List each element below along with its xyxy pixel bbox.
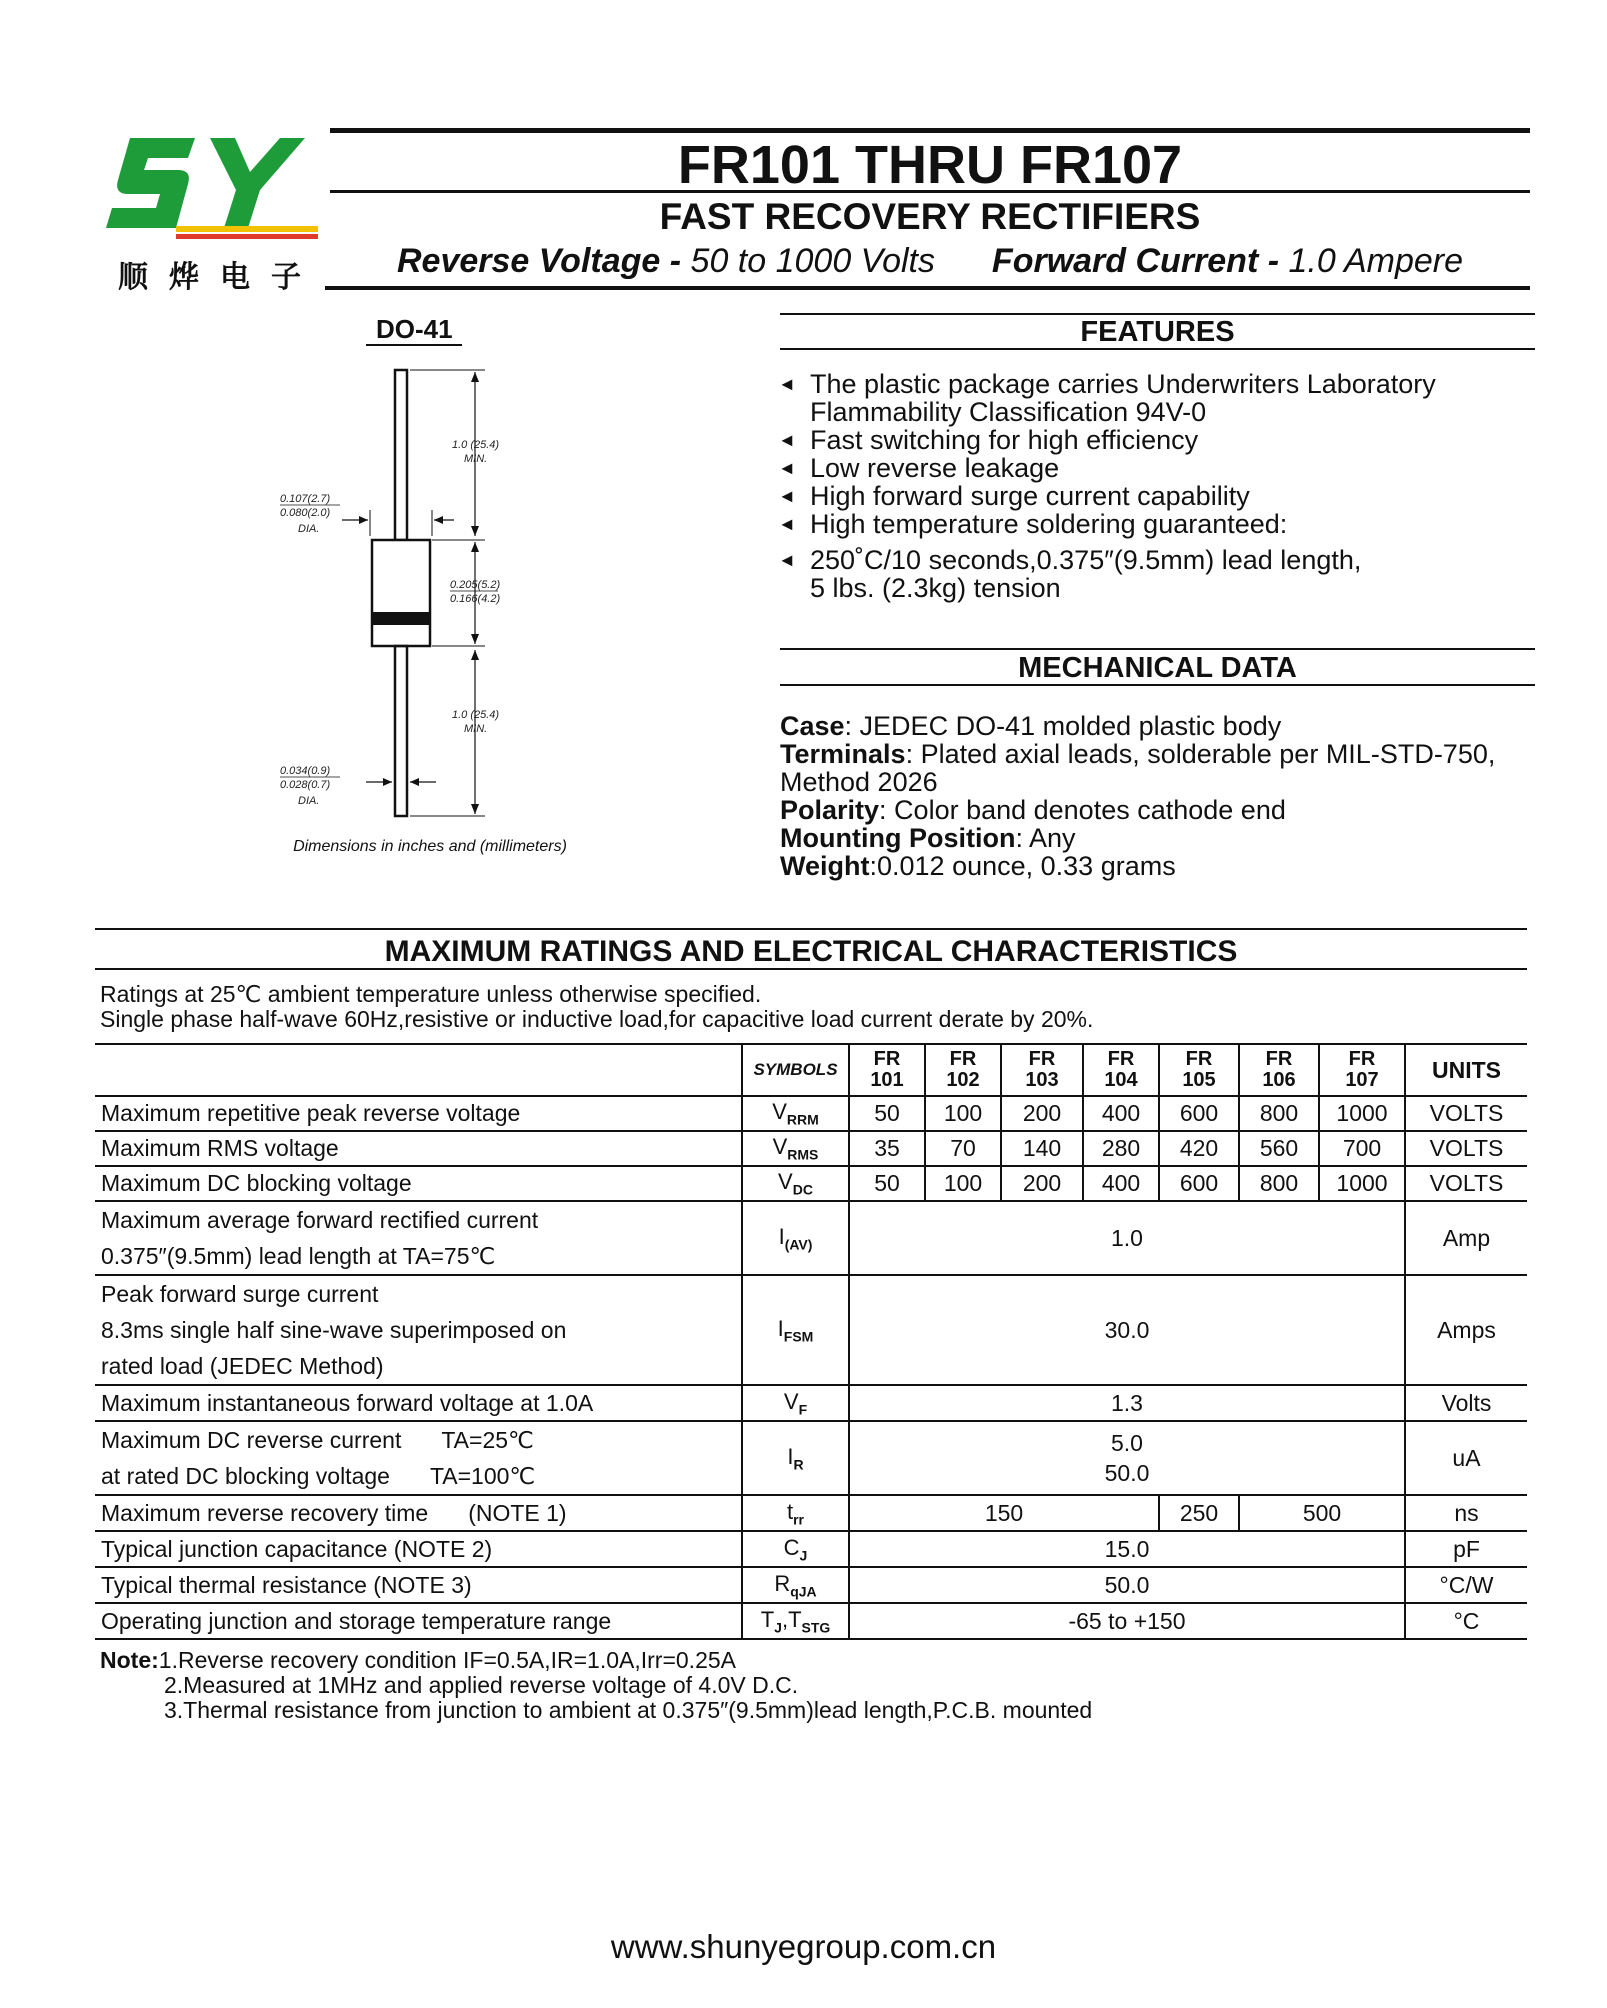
table-row: Peak forward surge current 8.3ms single half sine-wave superimposed on rated load (JEDEC Method) $I_{FSM}$ 30.0 Amps [95,1275,1527,1385]
package-name: DO-41 [376,314,453,344]
part-title: FR101 THRU FR107 [677,135,1183,195]
header-rule-top [330,128,1530,133]
feature-item: ◄ High temperature soldering guaranteed: [778,509,1288,539]
ratings-conditions: Ratings at 25℃ ambient temperature unless otherwise specified. Single phase half-wave 60Hz,resistive or inductive load,for capacitive load current derate by 20%. [100,981,1094,1032]
company-website[interactable]: www.shunyegroup.com.cn [610,1928,997,1965]
table-row: Maximum RMS voltage $V_{RMS}$ 35 70 140 280 420 560 700 VOLTS [95,1131,1527,1166]
notes [100,1648,1092,1723]
reverse-voltage-value: 50 to 1000 Volts [690,242,936,280]
note-1: 1.Reverse recovery condition IF=0.5A,IR=1.0A,Irr=0.25A [158,1647,736,1673]
left-arrow-bullet-icon: ◄ [778,514,796,534]
top-lead-length: 1.0 (25.4) [452,439,500,451]
lead-dia-max: 0.034(0.9) [280,765,331,777]
notes-label: Note: [100,1647,159,1673]
package-name-underline [366,344,462,346]
part-subtitle: FAST RECOVERY RECTIFIERS [659,196,1201,237]
feature-item: Flammability Classification 94V-0 [810,397,1207,427]
left-arrow-bullet-icon: ◄ [778,374,796,394]
table-row: Maximum repetitive peak reverse voltage $V_{RRM}$ 50 100 200 400 600 800 1000 VOLTS [95,1096,1527,1131]
left-arrow-bullet-icon: ◄ [778,430,796,450]
body-length-max: 0.205(5.2) [450,579,501,591]
table-row: Maximum DC reverse current TA=25℃ at rated DC blocking voltage TA=100℃ $I_R$ 5.0 50.0 uA [95,1421,1527,1495]
feature-item: ◄ High forward surge current capability [778,481,1250,511]
mechanical-data: Case: JEDEC DO-41 molded plastic body Terminals: Plated axial leads, solderable per MIL-STD-750, Method 2026 Polarity: Color band denotes cathode end Mounting Position: Any Weight:0.012 ounce, 0.33 grams [780,711,1496,881]
package-outline-drawing [280,350,580,820]
dimension-note: Dimensions in inches and (millimeters) [293,838,567,855]
bottom-lead-length-min: MIN. [464,723,488,735]
part-header: FR 106 [1239,1044,1319,1096]
part-header: FR 105 [1159,1044,1239,1096]
left-arrow-bullet-icon: ◄ [778,550,796,570]
note-3: 3.Thermal resistance from junction to ambient at 0.375″(9.5mm)lead length,P.C.B. mounted [164,1697,1093,1723]
body-length-min: 0.166(4.2) [450,593,501,605]
feature-item: ◄ Low reverse leakage [778,453,1060,483]
left-arrow-bullet-icon: ◄ [778,458,796,478]
features-rule-bottom [780,348,1535,350]
mechanical-rule-bottom [780,684,1535,686]
table-header-row [95,1044,1527,1096]
feature-item: ◄ The plastic package carries Underwriters Laboratory [778,369,1436,399]
forward-current-label: Forward Current - [991,242,1280,280]
table-row: Typical thermal resistance (NOTE 3) $R_{qJA}$ 50.0 °C/W [95,1567,1527,1603]
table-row: Maximum instantaneous forward voltage at 1.0A $V_F$ 1.3 Volts [95,1385,1527,1421]
bottom-lead-length: 1.0 (25.4) [452,709,500,721]
part-header: FR 101 [849,1044,925,1096]
reverse-voltage-label: Reverse Voltage - [396,242,682,280]
body-dia-label: DIA. [298,523,320,535]
part-header: FR 104 [1083,1044,1159,1096]
mechanical-rule-top [780,648,1535,650]
table-row: Maximum reverse recovery time (NOTE 1) $t_{rr}$ 150 250 500 ns [95,1495,1527,1531]
feature-item: ◄ Fast switching for high efficiency [778,425,1199,455]
header-rule-bottom [325,286,1530,290]
table-row: Typical junction capacitance (NOTE 2) $C_J$ 15.0 pF [95,1531,1527,1567]
table-row: Maximum average forward rectified current 0.375″(9.5mm) lead length at TA=75℃ $I_{(AV)}$ 1.0 Amp [95,1201,1527,1275]
table-row: Operating junction and storage temperature range $T_J,T_{STG}$ -65 to +150 °C [95,1603,1527,1639]
ratings-table [95,1043,1527,1640]
units-header: UNITS [1405,1044,1527,1096]
table-row: Maximum DC blocking voltage $V_{DC}$ 50 100 200 400 600 800 1000 VOLTS [95,1166,1527,1201]
part-header: FR 103 [1001,1044,1083,1096]
features-rule-top [780,313,1535,315]
lead-dia-min: 0.028(0.7) [280,779,331,791]
feature-item: 5 lbs. (2.3kg) tension [810,573,1061,603]
ratings-heading: MAXIMUM RATINGS AND ELECTRICAL CHARACTERISTICS [384,935,1238,968]
rating-summary [330,242,1530,281]
company-chinese-name: 顺烨电子 [118,260,322,295]
left-arrow-bullet-icon: ◄ [778,486,796,506]
features-heading: FEATURES [1080,316,1235,348]
note-2: 2.Measured at 1MHz and applied reverse voltage of 4.0V D.C. [164,1672,799,1698]
ratings-rule-top [95,928,1527,930]
lead-dia-label: DIA. [298,795,320,807]
part-header: FR 107 [1319,1044,1405,1096]
features-list [778,370,1558,602]
body-dia-max: 0.107(2.7) [280,493,331,505]
symbols-header: SYMBOLS [742,1044,849,1096]
mechanical-heading: MECHANICAL DATA [1018,652,1297,684]
part-header: FR 102 [925,1044,1001,1096]
body-dia-min: 0.080(2.0) [280,507,331,519]
feature-item: ◄ 250˚C/10 seconds,0.375″(9.5mm) lead length, [778,545,1362,575]
forward-current-value: 1.0 Ampere [1288,242,1463,280]
ratings-rule-bottom [95,968,1527,970]
top-lead-length-min: MIN. [464,453,488,465]
